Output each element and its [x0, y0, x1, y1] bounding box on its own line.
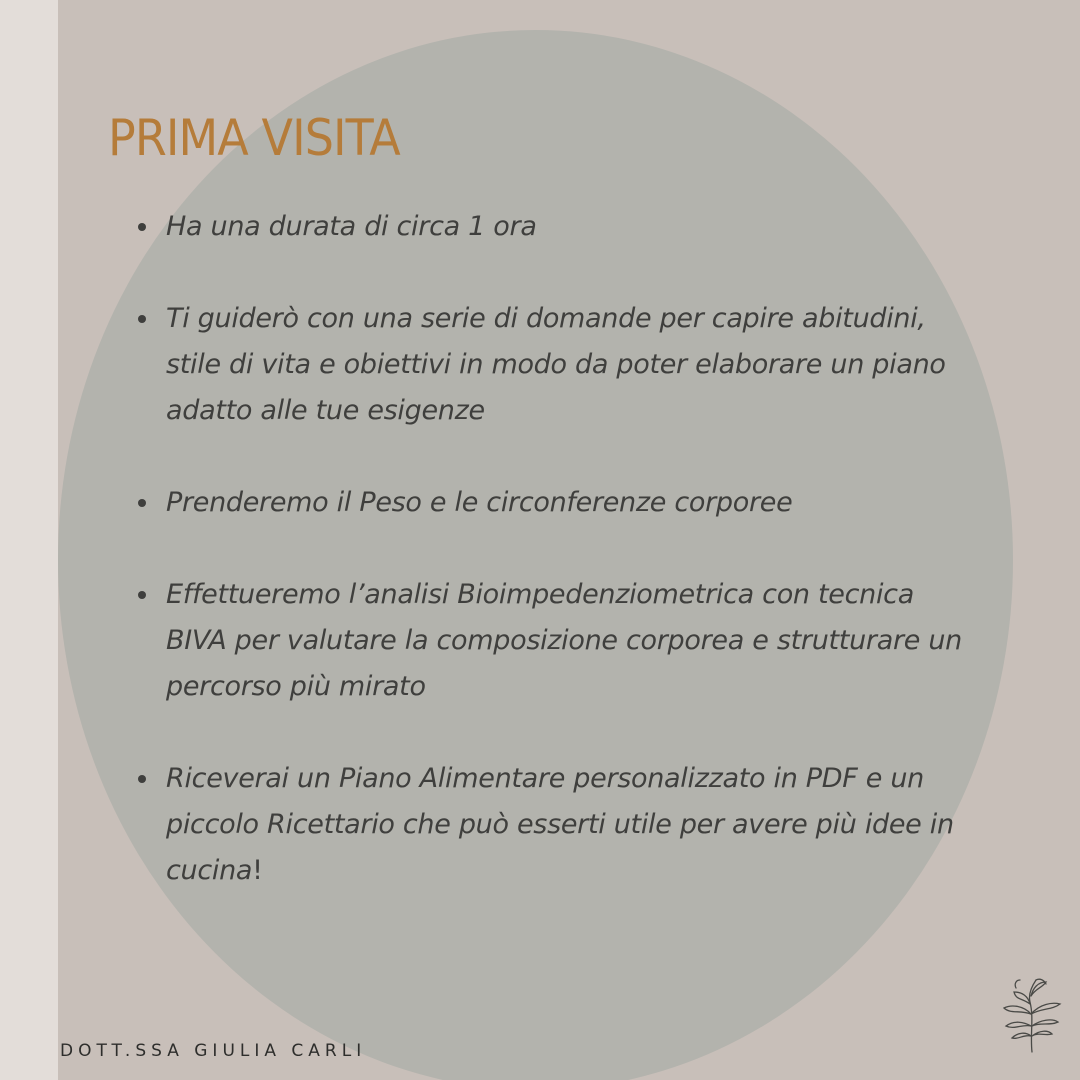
footer-signature: DOTT.SSA GIULIA CARLI: [60, 1041, 367, 1061]
botanical-logo-icon: [996, 974, 1068, 1054]
list-item-text: Prenderemo il Peso e le circonferenze corporee: [166, 487, 793, 518]
list-item: [138, 756, 968, 894]
list-item: [138, 296, 968, 434]
exclamation-mark: !: [252, 855, 263, 886]
list-item-text: Ha una durata di circa 1 ora: [166, 211, 537, 242]
bullet-icon: [138, 223, 146, 231]
visit-details-list: [138, 204, 968, 940]
page-title: PRIMA VISITA: [108, 109, 400, 167]
list-item: [138, 572, 968, 710]
bullet-icon: [138, 499, 146, 507]
bullet-icon: [138, 775, 146, 783]
bullet-icon: [138, 315, 146, 323]
list-item: [138, 204, 968, 250]
list-item: [138, 480, 968, 526]
bullet-icon: [138, 591, 146, 599]
list-item-text: Effettueremo l’analisi Bioimpedenziometrica con tecnica BIVA per valutare la composizione corporea e strutturare un percorso più mirato: [166, 579, 962, 702]
list-item-text: Ti guiderò con una serie di domande per capire abitudini, stile di vita e obiettivi in modo da poter elaborare un piano adatto alle tue esigenze: [166, 303, 946, 426]
list-item-text: Riceverai un Piano Alimentare personalizzato in PDF e un piccolo Ricettario che può esserti utile per avere più idee in cucina: [166, 763, 954, 886]
